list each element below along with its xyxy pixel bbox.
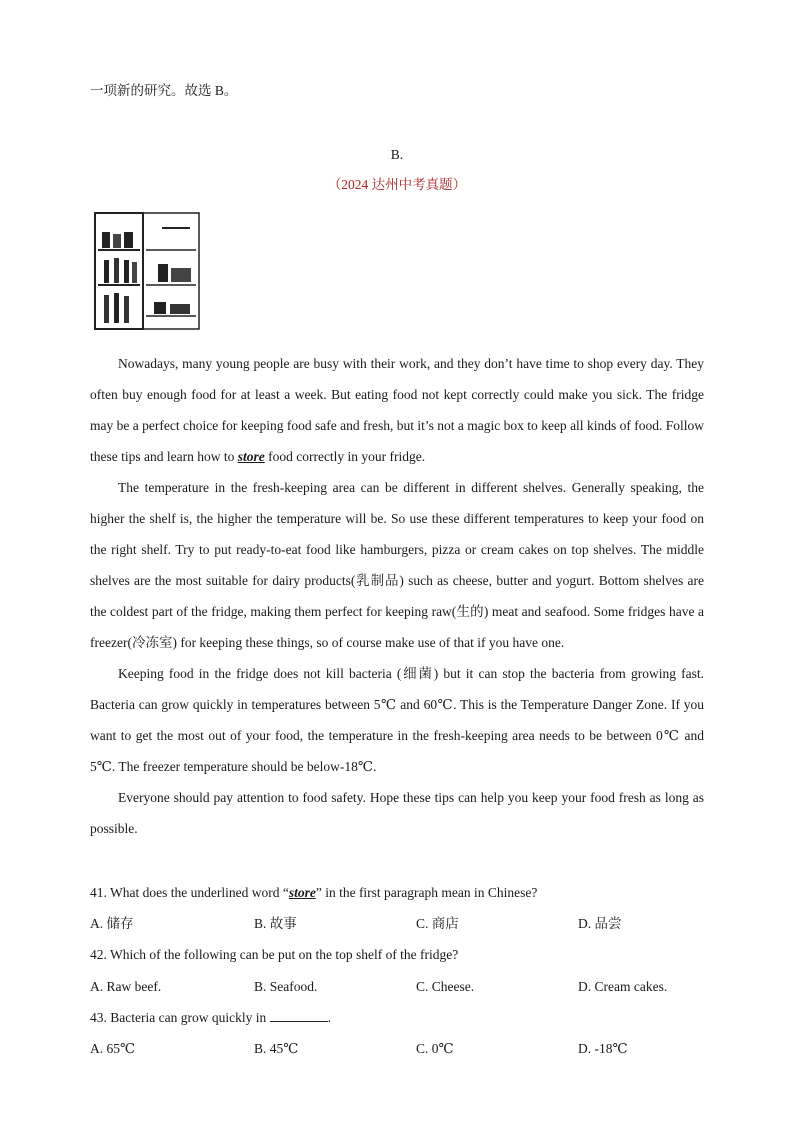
option-41-c: C. 商店 bbox=[416, 916, 459, 931]
option-42-d: D. Cream cakes. bbox=[578, 979, 668, 994]
option-42-b: B. Seafood. bbox=[254, 979, 318, 994]
passage bbox=[90, 348, 704, 844]
option-41-d: D. 品尝 bbox=[578, 916, 622, 931]
option-41-a: A. 储存 bbox=[90, 916, 134, 931]
fridge-illustration bbox=[92, 210, 202, 332]
section-label: B. bbox=[390, 147, 404, 162]
option-42-a: A. Raw beef. bbox=[90, 979, 162, 994]
option-43-a: A. 65℃ bbox=[90, 1041, 136, 1056]
question-41: 41. What does the underlined word “store” in the first paragraph mean in Chinese? bbox=[90, 885, 538, 900]
question-43: 43. Bacteria can grow quickly in . bbox=[90, 1010, 331, 1025]
paragraph-2: The temperature in the fresh-keeping area can be different in different shelves. Generally speaking, the higher the shelf is, the higher the temperature will be. So use these different temperatures to keep your food on the right shelf. Try to put ready-to-eat food like hamburgers, pizza or cream cakes on top shelves. The middle shelves are the most suitable for dairy products(乳制品) such as cheese, butter and yogurt. Bottom shelves are the coldest part of the fridge, making them perfect for keeping raw(生的) meat and seafood. Some fridges have a freezer(冷冻室) for keeping these things, so of course make use of that if you have one. bbox=[90, 480, 704, 650]
option-43-d: D. -18℃ bbox=[578, 1041, 628, 1056]
question-42: 42. Which of the following can be put on the top shelf of the fridge? bbox=[90, 947, 459, 962]
option-42-c: C. Cheese. bbox=[416, 979, 475, 994]
intro-text: 一项新的研究。故选 B。 bbox=[90, 83, 238, 98]
option-43-c: C. 0℃ bbox=[416, 1041, 454, 1056]
paragraph-4: Everyone should pay attention to food safety. Hope these tips can help you keep your food fresh as long as possible. bbox=[90, 790, 704, 836]
option-43-b: B. 45℃ bbox=[254, 1041, 299, 1056]
source-note: （2024 达州中考真题） bbox=[327, 177, 467, 192]
underlined-word-store-q: store bbox=[288, 885, 316, 900]
option-41-b: B. 故事 bbox=[254, 916, 297, 931]
underlined-word-store: store bbox=[237, 449, 265, 464]
paragraph-1: Nowadays, many young people are busy with their work, and they don’t have time to shop every day. They often buy enough food for at least a week. But eating food not kept correctly could make you sick. The fridge may be a perfect choice for keeping food safe and fresh, but it’s not a magic box to keep all kinds of food. Follow these tips and learn how to store food correctly in your fridge. bbox=[90, 356, 704, 464]
answer-blank bbox=[270, 1009, 328, 1022]
paragraph-3: Keeping food in the fridge does not kill bacteria (细菌) but it can stop the bacteria from growing fast. Bacteria can grow quickly in temperatures between 5℃ and 60℃. This is the Temperature Danger Zone. If you want to get the most out of your food, the temperature in the fresh-keeping area needs to be between 0℃ and 5℃. The freezer temperature should be below-18℃. bbox=[90, 666, 705, 774]
